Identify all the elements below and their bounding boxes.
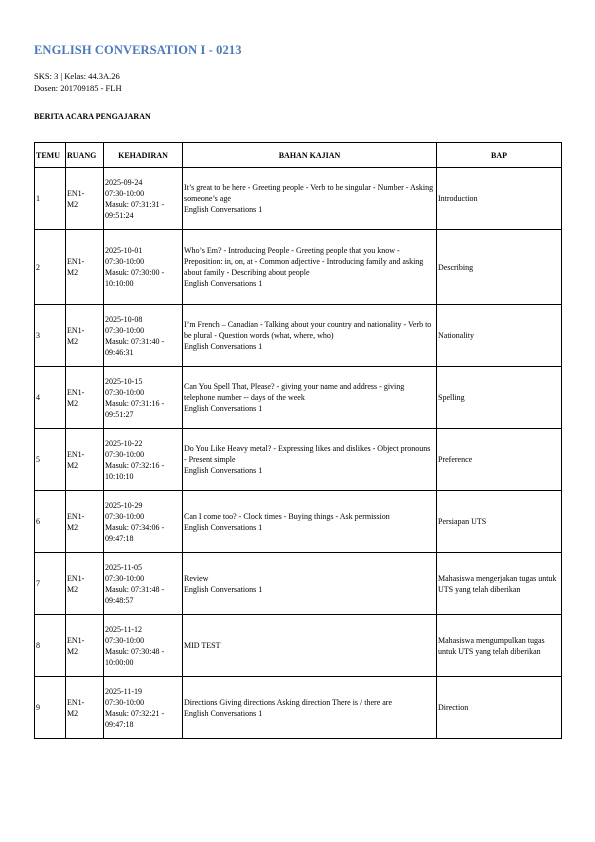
checkout-time: 09:48:57 [105, 595, 134, 605]
session-date: 2025-10-22 [105, 438, 143, 448]
topic-text: Directions Giving directions Asking direction There is / there are [184, 697, 393, 707]
session-date: 2025-11-19 [105, 686, 143, 696]
ruang-code-suffix: M2 [67, 336, 79, 346]
temu-number: 7 [36, 579, 40, 588]
topic-text: Do You Like Heavy metal? - Expressing likes and dislikes - Object pronouns - Present simple [184, 444, 431, 464]
table-row [35, 429, 562, 491]
checkout-time: 09:46:31 [105, 347, 134, 357]
temu-number: 9 [36, 703, 40, 712]
header-bahan-kajian: BAHAN KAJIAN [183, 143, 437, 168]
temu-number: 4 [36, 393, 40, 402]
checkin-time: Masuk: 07:30:00 - [105, 268, 165, 277]
cell-temu [35, 677, 66, 739]
checkin-time: Masuk: 07:31:48 - [105, 584, 165, 594]
cell-bap [437, 168, 562, 230]
checkin-time: Masuk: 07:31:40 - [105, 336, 165, 346]
topic-text: Can You Spell That, Please? - giving your name and address - giving telephone number -- days of the week [184, 382, 405, 402]
cell-ruang [66, 168, 104, 230]
ruang-code: EN1- [67, 573, 85, 583]
topic-source: English Conversations 1 [184, 708, 263, 718]
temu-number: 2 [36, 262, 40, 272]
session-date: 2025-10-15 [105, 376, 143, 386]
topic-source: English Conversations 1 [184, 342, 263, 351]
topic-text: Review [184, 573, 209, 583]
table-row [35, 367, 562, 429]
topic-source: English Conversations 1 [184, 205, 263, 214]
checkin-time: Masuk: 07:34:06 - [105, 522, 165, 532]
cell-bahan-kajian [183, 491, 437, 553]
cell-temu [35, 367, 66, 429]
ruang-code: EN1- [67, 449, 85, 459]
cell-temu [35, 230, 66, 305]
cell-temu [35, 553, 66, 615]
page-title: ENGLISH CONVERSATION I - 0213 [34, 43, 242, 57]
ruang-code: EN1- [67, 188, 85, 198]
cell-ruang [66, 230, 104, 305]
cell-kehadiran [104, 615, 183, 677]
checkout-time: 09:51:27 [105, 409, 134, 419]
ruang-code-suffix: M2 [67, 708, 79, 718]
checkout-time: 10:10:10 [105, 471, 134, 481]
cell-kehadiran [104, 367, 183, 429]
session-time: 07:30-10:00 [105, 573, 145, 583]
checkin-time: Masuk: 07:31:16 - [105, 398, 165, 408]
cell-bahan-kajian [183, 367, 437, 429]
cell-bap [437, 615, 562, 677]
temu-number: 3 [36, 331, 40, 340]
cell-bap [437, 230, 562, 305]
cell-bap [437, 367, 562, 429]
header-bap: BAP [437, 143, 562, 168]
header-temu: TEMU [35, 143, 66, 168]
course-info: SKS: 3 | Kelas: 44.3A.26 [34, 71, 120, 81]
cell-kehadiran [104, 677, 183, 739]
ruang-code: EN1- [67, 635, 85, 645]
session-time: 07:30-10:00 [105, 635, 145, 645]
session-date: 2025-10-29 [105, 500, 143, 510]
cell-kehadiran [104, 553, 183, 615]
topic-text: It’s great to be here - Greeting people - Verb to be singular - Number - Asking someone’s age [184, 183, 434, 203]
ruang-code-suffix: M2 [67, 199, 79, 209]
cell-ruang [66, 553, 104, 615]
cell-kehadiran [104, 305, 183, 367]
topic-text: MID TEST [184, 641, 221, 650]
ruang-code-suffix: M2 [67, 268, 79, 277]
bap-text: Preference [438, 455, 473, 464]
cell-ruang [66, 367, 104, 429]
bap-table [34, 142, 562, 739]
topic-source: English Conversations 1 [184, 404, 263, 413]
cell-temu [35, 615, 66, 677]
session-date: 2025-11-12 [105, 624, 143, 634]
topic-source: English Conversations 1 [184, 466, 263, 475]
table-row [35, 615, 562, 677]
session-time: 07:30-10:00 [105, 697, 145, 707]
ruang-code: EN1- [67, 257, 85, 266]
ruang-code: EN1- [67, 325, 85, 335]
bap-text: Mahasiswa mengumpulkan tugas untuk UTS yang telah diberikan [438, 635, 545, 656]
cell-kehadiran [104, 168, 183, 230]
session-time: 07:30-10:00 [105, 325, 145, 335]
cell-bap [437, 491, 562, 553]
checkin-time: Masuk: 07:31:31 - [105, 199, 165, 209]
session-date: 2025-11-05 [105, 562, 143, 572]
cell-bahan-kajian [183, 677, 437, 739]
session-time: 07:30-10:00 [105, 188, 145, 198]
cell-kehadiran [104, 230, 183, 305]
cell-bahan-kajian [183, 615, 437, 677]
bap-text: Introduction [438, 194, 478, 203]
ruang-code: EN1- [67, 511, 85, 521]
section-title: BERITA ACARA PENGAJARAN [34, 112, 151, 121]
ruang-code-suffix: M2 [67, 584, 79, 594]
cell-temu [35, 305, 66, 367]
checkin-time: Masuk: 07:32:16 - [105, 460, 165, 470]
cell-ruang [66, 615, 104, 677]
temu-number: 8 [36, 641, 40, 650]
table-row [35, 230, 562, 305]
temu-number: 5 [36, 455, 40, 464]
cell-bap [437, 553, 562, 615]
ruang-code-suffix: M2 [67, 398, 79, 408]
session-time: 07:30-10:00 [105, 387, 145, 397]
session-date: 2025-09-24 [105, 177, 143, 187]
bap-text: Direction [438, 703, 469, 712]
bap-text: Persiapan UTS [438, 517, 487, 526]
ruang-code-suffix: M2 [67, 522, 79, 532]
session-date: 2025-10-08 [105, 314, 143, 324]
bap-text: Mahasiswa mengerjakan tugas untuk UTS yang telah diberikan [438, 573, 557, 594]
cell-bap [437, 429, 562, 491]
bap-text: Describing [438, 262, 474, 272]
checkout-time: 09:51:24 [105, 210, 134, 220]
cell-temu [35, 491, 66, 553]
header-ruang: RUANG [66, 143, 104, 168]
cell-temu [35, 429, 66, 491]
header-kehadiran: KEHADIRAN [104, 143, 183, 168]
topic-source: English Conversations 1 [184, 584, 263, 594]
cell-kehadiran [104, 491, 183, 553]
table-row [35, 168, 562, 230]
topic-text: I’m French – Canadian - Talking about your country and nationality - Verb to be plural - Question words (what, where, who) [184, 320, 432, 340]
checkout-time: 09:47:18 [105, 719, 134, 729]
checkout-time: 09:47:18 [105, 533, 134, 543]
topic-source: English Conversations 1 [184, 522, 263, 532]
bap-text: Spelling [438, 393, 465, 402]
table-header-row [35, 143, 562, 168]
session-time: 07:30-10:00 [105, 257, 145, 266]
checkin-time: Masuk: 07:30:48 - [105, 646, 165, 656]
cell-bahan-kajian [183, 429, 437, 491]
lecturer-info: Dosen: 201709185 - FLH [34, 83, 122, 93]
bap-text: Nationality [438, 331, 474, 340]
checkin-time: Masuk: 07:32:21 - [105, 708, 165, 718]
cell-temu [35, 168, 66, 230]
table-row [35, 677, 562, 739]
checkout-time: 10:00:00 [105, 657, 134, 667]
ruang-code: EN1- [67, 697, 85, 707]
topic-source: English Conversations 1 [184, 279, 263, 288]
topic-text: Can I come too? - Clock times - Buying things - Ask permission [184, 511, 390, 521]
temu-number: 1 [36, 194, 40, 203]
cell-ruang [66, 305, 104, 367]
cell-ruang [66, 677, 104, 739]
checkout-time: 10:10:00 [105, 279, 134, 288]
cell-kehadiran [104, 429, 183, 491]
cell-bahan-kajian [183, 305, 437, 367]
cell-bahan-kajian [183, 230, 437, 305]
temu-number: 6 [36, 517, 40, 526]
cell-bap [437, 677, 562, 739]
table-row [35, 491, 562, 553]
session-time: 07:30-10:00 [105, 511, 145, 521]
cell-ruang [66, 491, 104, 553]
cell-bahan-kajian [183, 168, 437, 230]
session-time: 07:30-10:00 [105, 449, 145, 459]
cell-bap [437, 305, 562, 367]
topic-text: Who’s Em? - Introducing People - Greeting people that you know - Preposition: in, on, at - Common adjective - Introducing family and asking about family - Describing about people [184, 246, 424, 277]
cell-bahan-kajian [183, 553, 437, 615]
ruang-code: EN1- [67, 387, 85, 397]
table-row [35, 553, 562, 615]
cell-ruang [66, 429, 104, 491]
session-date: 2025-10-01 [105, 246, 143, 255]
ruang-code-suffix: M2 [67, 646, 79, 656]
table-row [35, 305, 562, 367]
ruang-code-suffix: M2 [67, 460, 79, 470]
